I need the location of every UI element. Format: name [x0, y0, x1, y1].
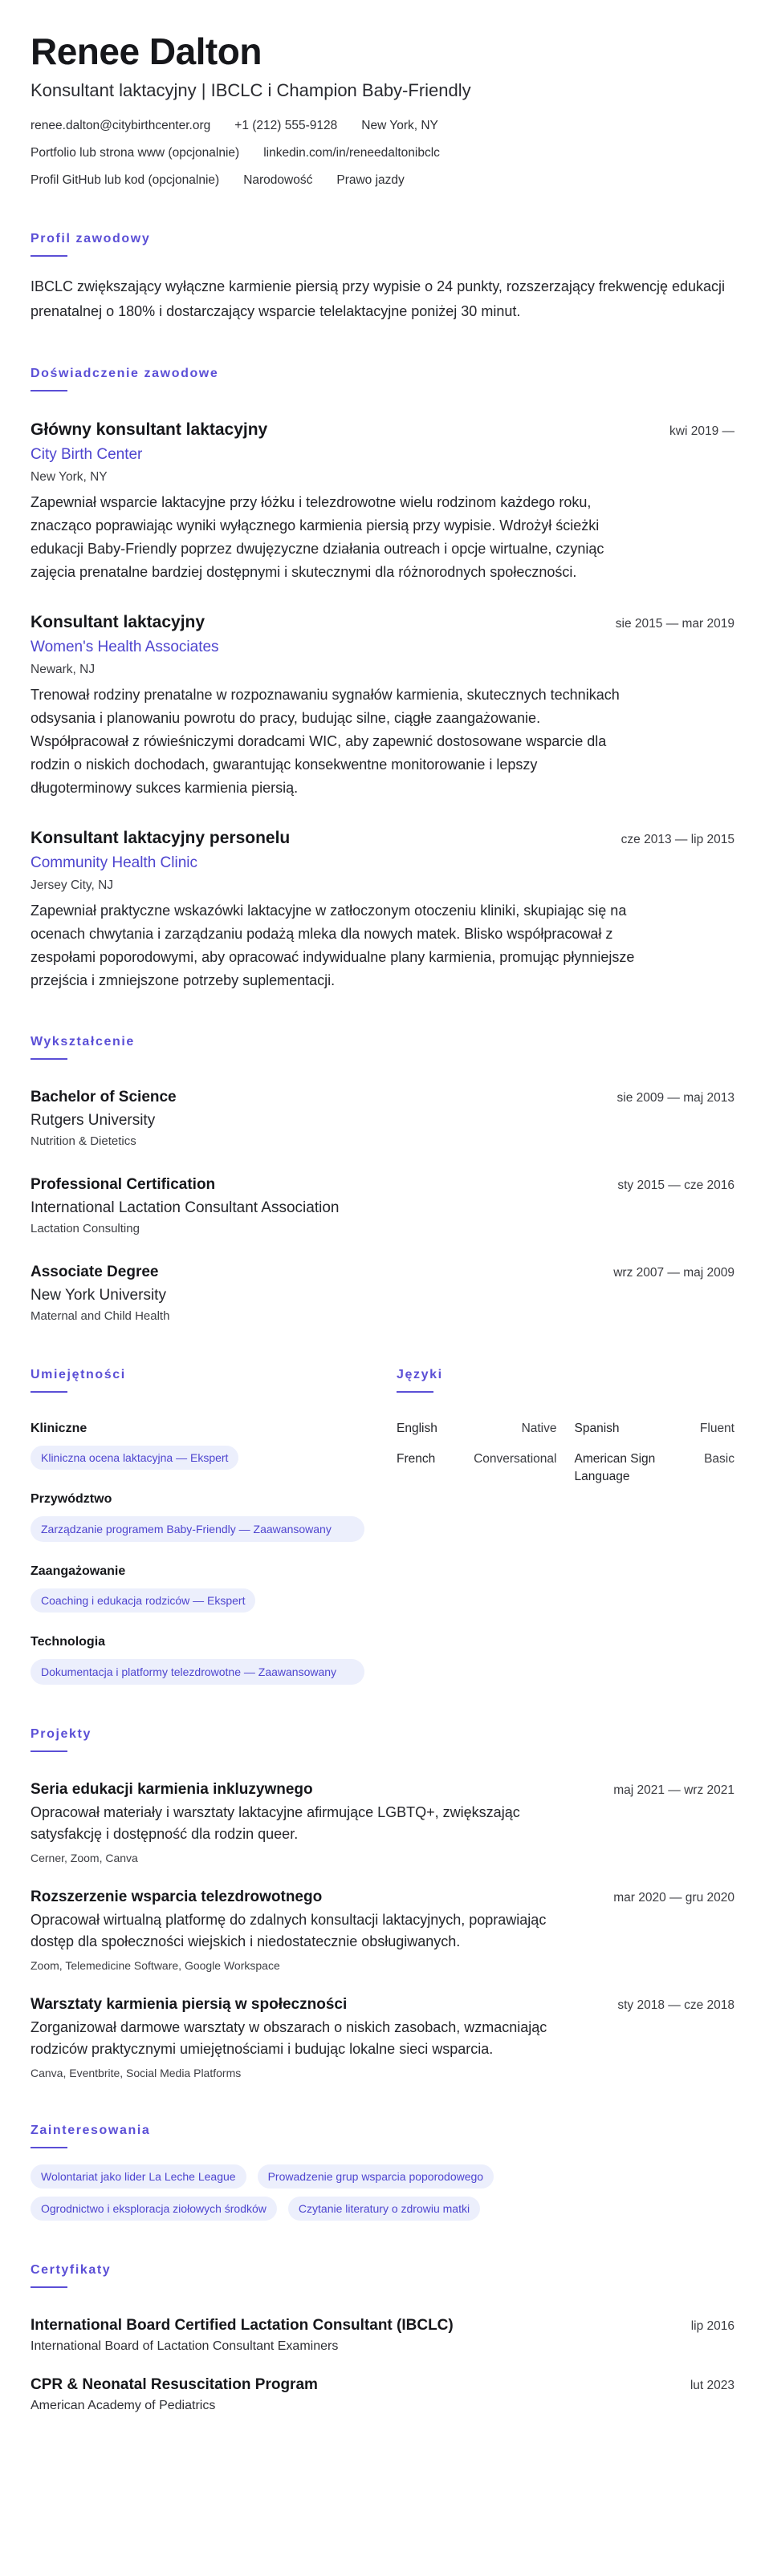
job-description: Trenował rodziny prenatalne w rozpoznawaniu sygnałów karmienia, skutecznych technikach odsysania i planowaniu powrotu do pracy, budując silne, ciągłe zaangażowanie. Współpracował z rówieśniczymi doradcami WIC, aby zapewnić dostosowane wsparcie dla rodzin o niskich dochodach, gwarantując konsekwentne monitorowanie i lepszy długoterminowy sukces karmienia piersią. [31, 687, 620, 796]
language-name: English [397, 1422, 437, 1435]
interest-chip: Wolontariat jako lider La Leche League [31, 2164, 246, 2189]
project-dates: mar 2020 — gru 2020 [613, 1891, 734, 1905]
certificate-entry [31, 2315, 734, 2355]
language-name: French [397, 1452, 436, 1466]
certificate-name: CPR & Neonatal Resuscitation Program [31, 2376, 318, 2393]
contact-location: New York, NY [361, 119, 438, 132]
contact-row-3 [31, 172, 734, 189]
skill-group [31, 1633, 397, 1685]
job-description: Zapewniał praktyczne wskazówki laktacyjne w zatłoczonym otoczeniu kliniki, skupiając się na ocenach chwytania i zarządzaniu podażą mleka dla nowych matek. Blisko współpracował z zespołami poporodowymi, aby opracować indywidualne plany karmienia, promując płynniejsze przejścia i zmniejszone potrzeby suplementacji. [31, 903, 635, 988]
education-degree: Bachelor of Science [31, 1089, 177, 1105]
education-school: International Lactation Consultant Association [31, 1199, 340, 1216]
job-company: Women's Health Associates [31, 639, 219, 655]
education-dates: sie 2009 — maj 2013 [616, 1091, 734, 1105]
project-description: Opracował wirtualną platformę do zdalnych konsultacji laktacyjnych, poprawiając dostęp dla społeczności wiejskich i niedostatecznie obsługiwanych. [31, 1912, 547, 1949]
skill-category: Technologia [31, 1635, 106, 1649]
languages-list [397, 1420, 734, 1486]
job-entry [31, 611, 734, 800]
skills-section [31, 1367, 397, 1685]
language-level: Native [521, 1422, 557, 1435]
job-location: New York, NY [31, 470, 108, 484]
project-entry [31, 1994, 734, 2081]
skill-group [31, 1563, 397, 1613]
section-title: Certyfikaty [31, 2263, 112, 2277]
certificates-section [31, 2262, 734, 2415]
project-tools: Cerner, Zoom, Canva [31, 1852, 138, 1864]
skill-category: Zaangażowanie [31, 1564, 126, 1578]
language-item [575, 1450, 735, 1486]
education-school: New York University [31, 1287, 166, 1304]
interest-chip: Czytanie literatury o zdrowiu matki [288, 2197, 480, 2221]
section-title: Projekty [31, 1727, 92, 1741]
interests-section [31, 2123, 734, 2221]
interest-chip: Prowadzenie grup wsparcia poporodowego [258, 2164, 494, 2189]
project-name: Rozszerzenie wsparcia telezdrowotnego [31, 1888, 323, 1905]
job-dates: sie 2015 — mar 2019 [615, 617, 734, 631]
certificate-date: lut 2023 [690, 2379, 734, 2392]
project-name: Warsztaty karmienia piersią w społeczności [31, 1996, 348, 2013]
project-name: Seria edukacji karmienia inkluzywnego [31, 1781, 313, 1798]
contact-github[interactable]: Profil GitHub lub kod (opcjonalnie) [31, 173, 220, 187]
skill-chip: Coaching i edukacja rodziców — Ekspert [31, 1588, 255, 1613]
certificate-name: International Board Certified Lactation Consultant (IBCLC) [31, 2317, 454, 2334]
section-title: Umiejętności [31, 1368, 126, 1381]
candidate-headline: Konsultant laktacyjny | IBCLC i Champion Baby-Friendly [31, 80, 471, 100]
contact-linkedin[interactable]: linkedin.com/in/reneedaltonibclc [263, 146, 440, 160]
section-divider [31, 2286, 67, 2288]
education-field: Maternal and Child Health [31, 1309, 170, 1323]
job-title: Główny konsultant laktacyjny [31, 420, 268, 439]
job-dates: kwi 2019 — [669, 424, 734, 438]
section-divider [31, 390, 67, 391]
contact-email[interactable]: renee.dalton@citybirthcenter.org [31, 119, 211, 132]
education-dates: wrz 2007 — maj 2009 [613, 1266, 734, 1280]
interests-list [31, 2164, 592, 2221]
certificate-issuer: American Academy of Pediatrics [31, 2399, 216, 2412]
language-item [575, 1420, 735, 1438]
section-divider [31, 255, 67, 257]
certificate-issuer: International Board of Lactation Consultant Examiners [31, 2339, 339, 2353]
job-dates: cze 2013 — lip 2015 [621, 833, 734, 846]
job-entry [31, 419, 734, 584]
section-title: Wykształcenie [31, 1035, 135, 1049]
job-title: Konsultant laktacyjny [31, 613, 205, 631]
section-title: Języki [397, 1368, 443, 1381]
education-field: Nutrition & Dietetics [31, 1134, 136, 1148]
language-level: Fluent [699, 1422, 734, 1435]
skill-chip: Zarządzanie programem Baby-Friendly — Zaawansowany [31, 1516, 364, 1542]
project-tools: Canva, Eventbrite, Social Media Platforms [31, 2067, 242, 2079]
contact-phone[interactable]: +1 (212) 555-9128 [234, 119, 338, 132]
job-company: Community Health Clinic [31, 854, 198, 871]
education-degree: Associate Degree [31, 1264, 159, 1280]
certificate-date: lip 2016 [690, 2319, 734, 2333]
education-entry [31, 1262, 734, 1325]
job-company: City Birth Center [31, 446, 143, 463]
language-item [397, 1450, 557, 1486]
project-description: Zorganizował darmowe warsztaty w obszarach o niskich zasobach, wzmacniając rodziców praktycznymi umiejętnościami i budując lokalne sieci wsparcia. [31, 2019, 547, 2057]
contact-row-1 [31, 117, 734, 135]
section-divider [31, 2147, 67, 2148]
languages-section [397, 1367, 734, 1685]
candidate-name: Renee Dalton [31, 30, 262, 72]
skill-category: Przywództwo [31, 1492, 112, 1506]
project-entry [31, 1887, 734, 1974]
profile-section [31, 231, 734, 324]
resume-header [31, 29, 734, 189]
language-name: Spanish [574, 1422, 620, 1435]
language-name: American Sign Language [574, 1452, 656, 1483]
section-divider [31, 1750, 67, 1752]
certificate-entry [31, 2375, 734, 2415]
section-divider [31, 1058, 67, 1060]
language-level: Basic [704, 1452, 734, 1466]
language-level: Conversational [474, 1452, 557, 1466]
section-title: Profil zawodowy [31, 232, 151, 245]
project-entry [31, 1779, 734, 1866]
contact-row-2 [31, 144, 734, 162]
job-description: Zapewniał wsparcie laktacyjne przy łóżku i telezdrowotne wielu rodzinom każdego roku, znacząco poprawiając wyniki wyłącznego karmienia piersią przy wypisie. Wdrożył ścieżki edukacji Baby-Friendly poprzez dwujęzyczne działania outreach i opcje wirtualne, czyniąc zajęcia prenatalne bardziej dostępnymi i skutecznymi dla różnorodnych społeczności. [31, 494, 604, 580]
education-entry [31, 1087, 734, 1150]
projects-section [31, 1726, 734, 2081]
section-divider [397, 1391, 433, 1393]
profile-summary: IBCLC zwiększający wyłączne karmienie piersią przy wypisie o 24 punkty, rozszerzający frekwencję edukacji prenatalnej o 180% i dostarczający wsparcie telelaktacyjne poniżej 30 minut. [31, 278, 726, 319]
skill-group [31, 1491, 397, 1542]
contact-portfolio[interactable]: Portfolio lub strona www (opcjonalnie) [31, 146, 240, 160]
job-location: Jersey City, NJ [31, 878, 114, 892]
skill-group [31, 1420, 397, 1470]
job-entry [31, 827, 734, 992]
section-title: Doświadczenie zawodowe [31, 367, 219, 380]
skill-category: Kliniczne [31, 1422, 87, 1435]
education-entry [31, 1174, 734, 1238]
job-location: Newark, NJ [31, 663, 96, 676]
contact-nationality: Narodowość [243, 173, 313, 187]
project-dates: sty 2018 — cze 2018 [617, 1998, 734, 2012]
education-degree: Professional Certification [31, 1176, 216, 1193]
education-field: Lactation Consulting [31, 1222, 140, 1235]
skill-chip: Kliniczna ocena laktacyjna — Ekspert [31, 1446, 238, 1470]
project-description: Opracował materiały i warsztaty laktacyjne afirmujące LGBTQ+, zwiększając satysfakcję i dostępność dla rodzin queer. [31, 1804, 520, 1842]
language-item [397, 1420, 557, 1438]
section-divider [31, 1391, 67, 1393]
skills-list [31, 1420, 397, 1685]
education-school: Rutgers University [31, 1112, 156, 1129]
project-tools: Zoom, Telemedicine Software, Google Workspace [31, 1959, 280, 1972]
skills-languages-row [31, 1367, 734, 1685]
skill-chip: Dokumentacja i platformy telezdrowotne — Zaawansowany [31, 1659, 364, 1685]
interest-chip: Ogrodnictwo i eksploracja ziołowych środków [31, 2197, 277, 2221]
project-dates: maj 2021 — wrz 2021 [613, 1783, 734, 1797]
education-section [31, 1034, 734, 1325]
education-dates: sty 2015 — cze 2016 [617, 1178, 734, 1192]
section-title: Zainteresowania [31, 2124, 151, 2137]
contact-license: Prawo jazdy [336, 173, 405, 187]
experience-section [31, 366, 734, 992]
job-title: Konsultant laktacyjny personelu [31, 829, 291, 847]
